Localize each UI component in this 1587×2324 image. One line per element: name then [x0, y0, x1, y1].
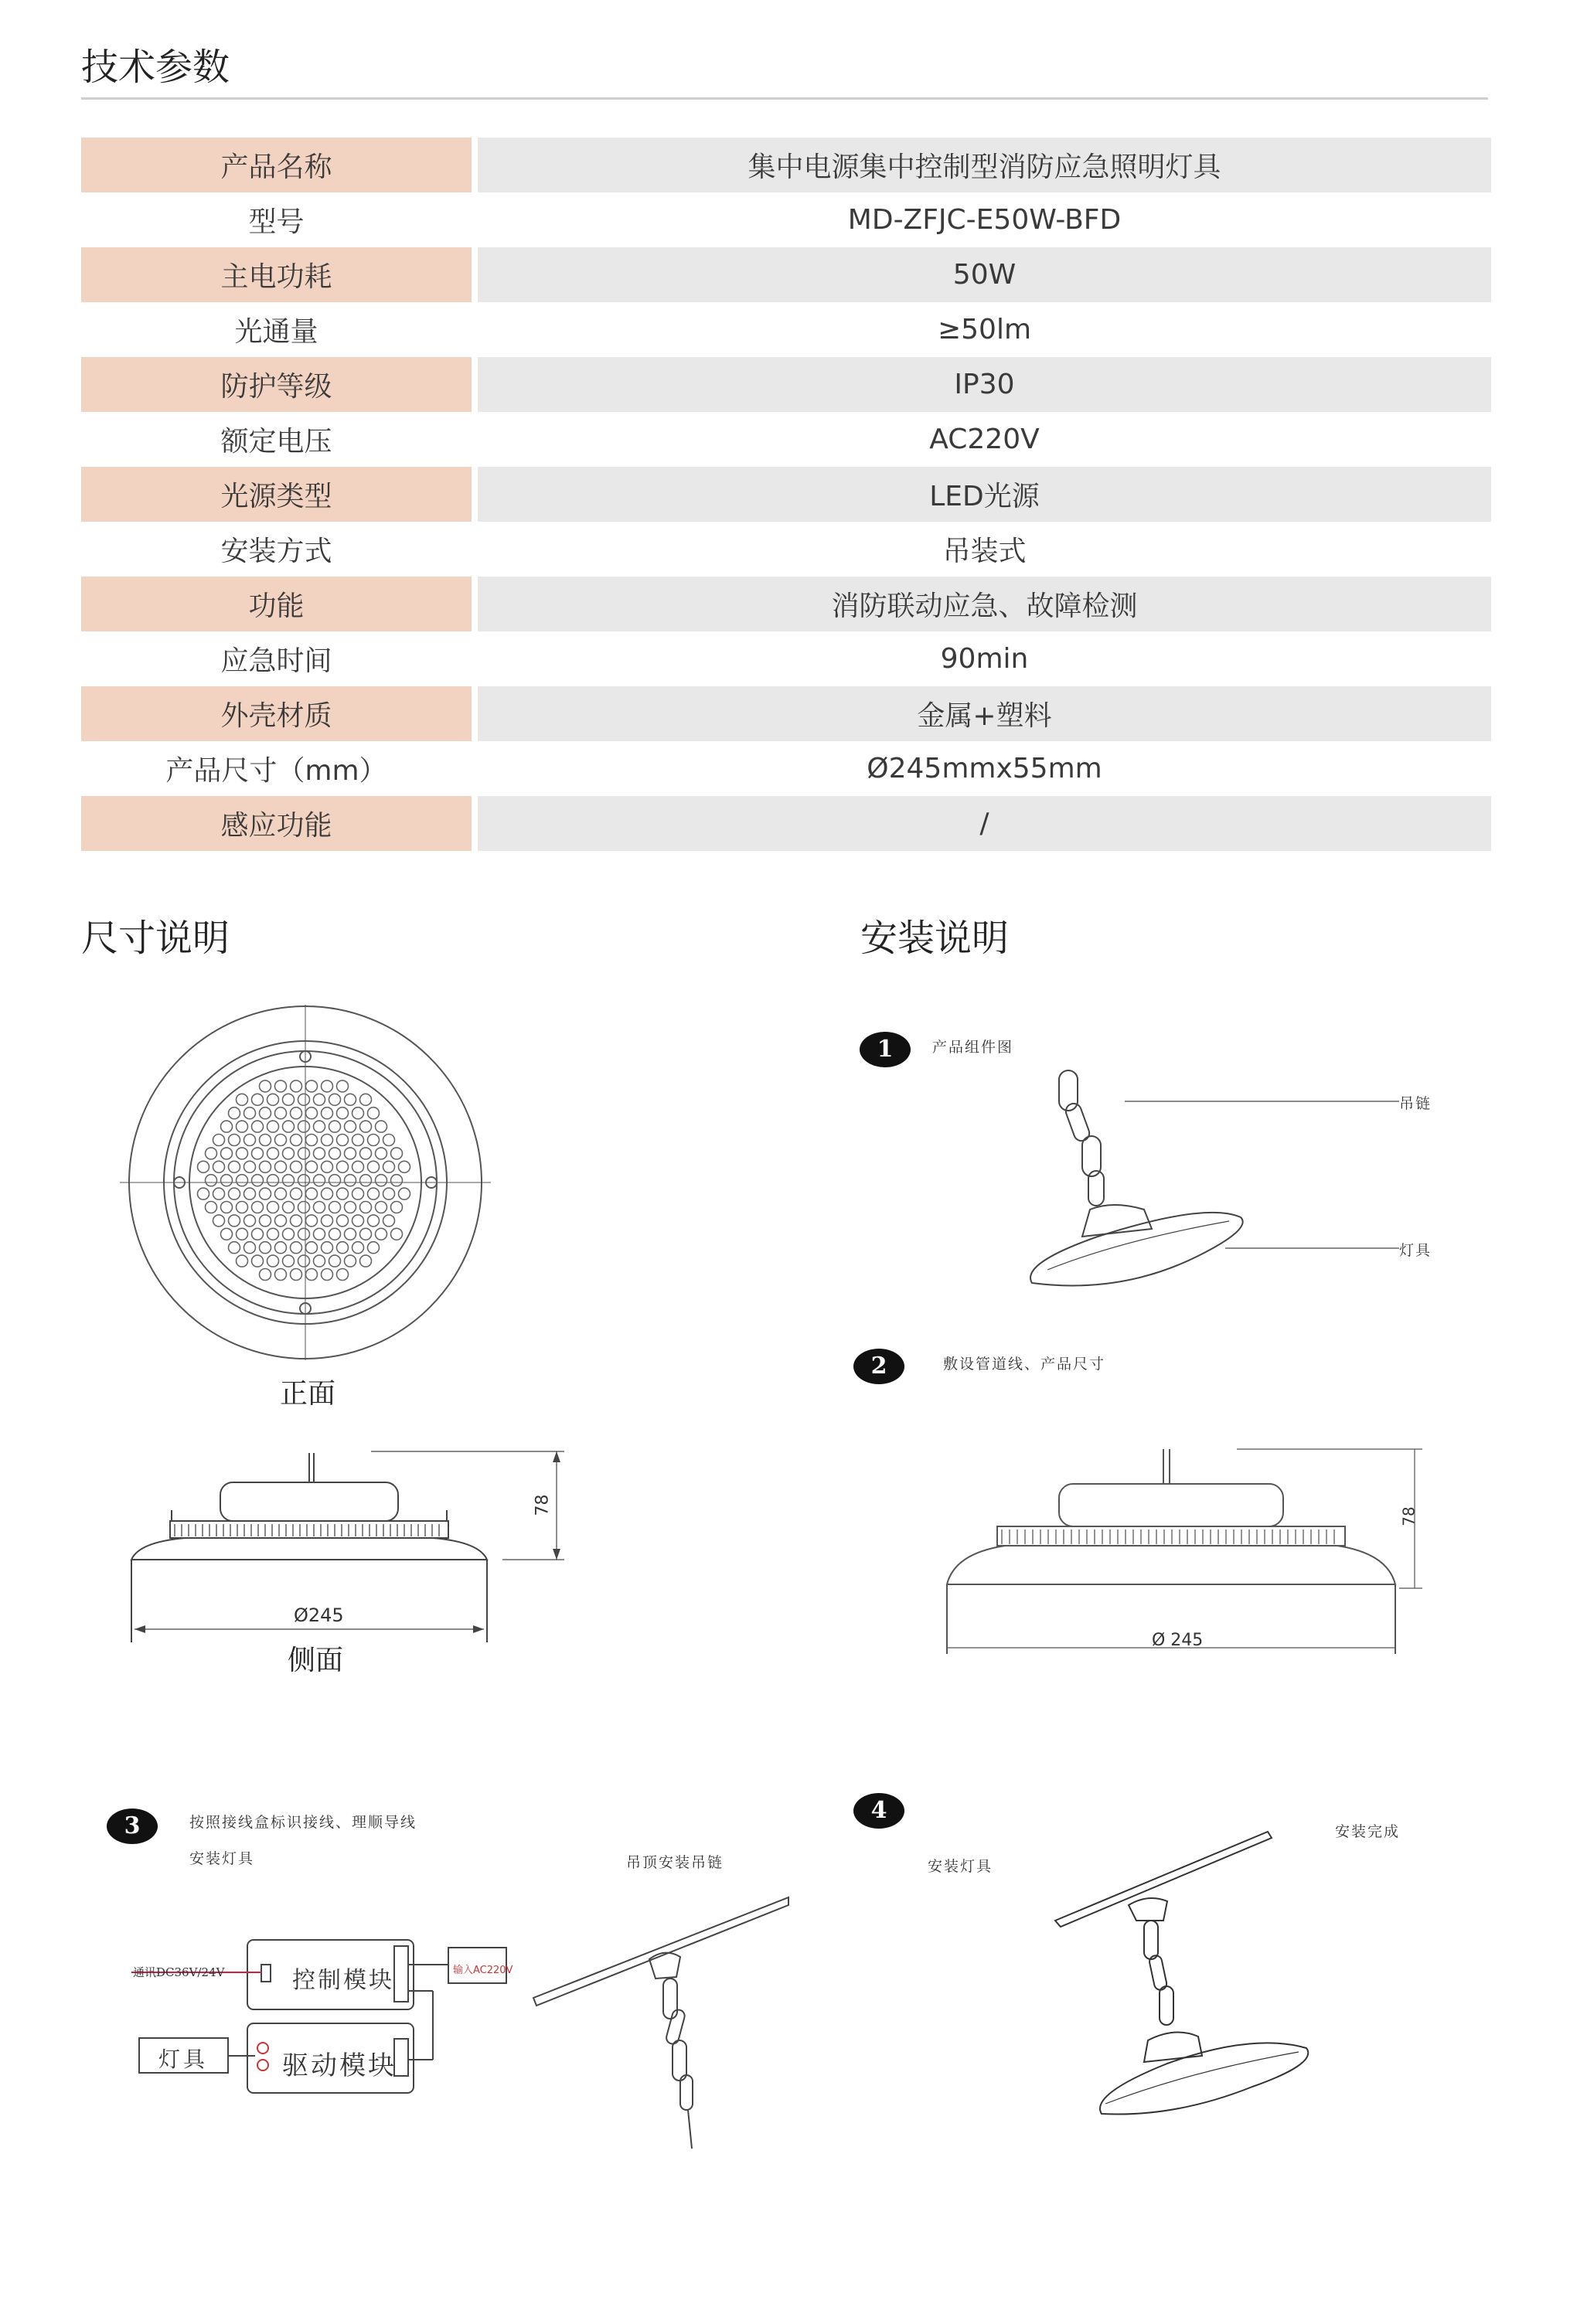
- led-dot: [314, 1148, 325, 1159]
- side-view-drawing: [124, 1438, 572, 1638]
- led-dot: [368, 1242, 380, 1254]
- led-dot: [229, 1135, 240, 1146]
- section-divider: [81, 97, 1488, 100]
- spec-key: 外壳材质: [81, 686, 478, 741]
- led-dot: [352, 1135, 364, 1146]
- led-dot: [391, 1228, 403, 1240]
- led-dot: [267, 1255, 279, 1267]
- led-dot: [206, 1202, 217, 1213]
- step-number-2: 2: [853, 1349, 904, 1384]
- table-row: [81, 302, 1491, 357]
- spec-key: 光通量: [81, 302, 478, 357]
- led-dot: [283, 1121, 295, 1132]
- table-row: [81, 138, 1491, 192]
- led-dot: [283, 1148, 295, 1159]
- step-number-1: 1: [860, 1032, 911, 1067]
- section-title-spec: 技术参数: [81, 46, 230, 89]
- side-caption: 侧面: [288, 1645, 344, 1676]
- led-dot: [237, 1255, 248, 1267]
- led-dot: [322, 1135, 333, 1146]
- step1-label-chain: 吊链: [1399, 1095, 1432, 1112]
- led-dot: [260, 1215, 271, 1227]
- led-dot: [244, 1242, 256, 1254]
- led-dot: [267, 1228, 279, 1240]
- led-dot: [345, 1202, 356, 1213]
- led-dot: [360, 1121, 372, 1132]
- led-dot: [399, 1188, 410, 1199]
- led-dot: [229, 1161, 240, 1172]
- led-dot: [244, 1161, 256, 1172]
- spec-value: 50W: [478, 247, 1491, 302]
- led-dot: [345, 1175, 356, 1186]
- led-dot: [314, 1202, 325, 1213]
- led-dot: [314, 1094, 325, 1105]
- led-dot: [352, 1108, 364, 1119]
- led-dot: [329, 1148, 341, 1159]
- led-dot: [329, 1121, 341, 1132]
- wiring-lamp-label: 灯具: [158, 2047, 209, 2072]
- led-dot: [206, 1148, 217, 1159]
- led-dot: [291, 1161, 302, 1172]
- led-dot: [352, 1188, 364, 1199]
- step4-text-b: 安装完成: [1335, 1823, 1401, 1840]
- led-dot: [221, 1202, 233, 1213]
- step3-text-c: 吊顶安装吊链: [626, 1854, 724, 1871]
- led-dot: [329, 1228, 341, 1240]
- led-dot: [306, 1242, 318, 1254]
- led-dot: [298, 1202, 310, 1213]
- led-dot: [391, 1148, 403, 1159]
- table-row: [81, 357, 1491, 412]
- spec-value: MD-ZFJC-E50W-BFD: [847, 204, 1122, 236]
- led-dot: [391, 1175, 403, 1186]
- led-dot: [275, 1242, 287, 1254]
- led-dot: [237, 1175, 248, 1186]
- led-dot: [322, 1269, 333, 1281]
- led-dot: [291, 1080, 302, 1092]
- led-dot: [229, 1108, 240, 1119]
- table-row: [81, 631, 1491, 686]
- step3-text-a: 按照接线盒标识接线、理顺导线: [189, 1814, 417, 1831]
- led-dot: [376, 1202, 387, 1213]
- spec-key: 安装方式: [81, 522, 478, 577]
- spec-key: 主电功耗: [81, 247, 478, 302]
- led-dot: [244, 1215, 256, 1227]
- led-dot: [275, 1080, 287, 1092]
- led-dot: [368, 1215, 380, 1227]
- led-dot: [376, 1148, 387, 1159]
- led-dot: [360, 1228, 372, 1240]
- table-row: [81, 247, 1491, 302]
- spec-value: 集中电源集中控制型消防应急照明灯具: [478, 138, 1491, 192]
- spec-key: 额定电压: [81, 412, 478, 467]
- front-view-drawing: [116, 997, 502, 1368]
- led-dot: [337, 1108, 349, 1119]
- led-dot: [368, 1188, 380, 1199]
- led-dot: [229, 1215, 240, 1227]
- led-dot: [360, 1202, 372, 1213]
- led-dot: [206, 1175, 217, 1186]
- spec-value: /: [478, 796, 1491, 851]
- led-dot: [213, 1188, 225, 1199]
- led-dot: [260, 1135, 271, 1146]
- led-dot: [260, 1161, 271, 1172]
- ceiling-chain-drawing: [526, 1886, 804, 2164]
- led-dot: [283, 1228, 295, 1240]
- led-dot: [360, 1094, 372, 1105]
- table-row: [81, 192, 1491, 247]
- section-title-installation: 安装说明: [860, 917, 1010, 960]
- led-dot: [314, 1228, 325, 1240]
- led-dot: [360, 1175, 372, 1186]
- led-dot: [291, 1108, 302, 1119]
- led-dot: [376, 1175, 387, 1186]
- led-dot: [298, 1255, 310, 1267]
- led-dot: [260, 1080, 271, 1092]
- led-dot: [221, 1148, 233, 1159]
- led-dot: [360, 1148, 372, 1159]
- led-dot: [322, 1108, 333, 1119]
- led-dot: [252, 1148, 264, 1159]
- table-row: [81, 412, 1491, 467]
- led-dot: [383, 1215, 395, 1227]
- step2-text: 敷设管道线、产品尺寸: [943, 1356, 1106, 1373]
- spec-value: 金属+塑料: [478, 686, 1491, 741]
- led-dot: [275, 1161, 287, 1172]
- table-row: [81, 796, 1491, 851]
- step-number-4: 4: [853, 1793, 904, 1829]
- led-dot: [329, 1255, 341, 1267]
- side-height-label: 78: [533, 1494, 553, 1516]
- led-dot: [237, 1121, 248, 1132]
- spec-key: 感应功能: [81, 796, 478, 851]
- led-dot: [322, 1161, 333, 1172]
- led-dot: [322, 1188, 333, 1199]
- led-dot: [237, 1202, 248, 1213]
- led-dot: [368, 1135, 380, 1146]
- wiring-driver-label: 驱动模块: [282, 2050, 397, 2081]
- led-dot: [314, 1175, 325, 1186]
- led-dot: [244, 1108, 256, 1119]
- led-dot: [229, 1242, 240, 1254]
- step4-text-a: 安装灯具: [928, 1858, 993, 1875]
- wiring-comm-label: 通讯DC36V/24V: [133, 1965, 225, 1979]
- spec-value: LED光源: [478, 467, 1491, 522]
- led-dot: [352, 1215, 364, 1227]
- led-dot: [260, 1188, 271, 1199]
- led-dot: [337, 1242, 349, 1254]
- led-dot: [399, 1161, 410, 1172]
- led-dot: [275, 1188, 287, 1199]
- led-dot: [221, 1175, 233, 1186]
- led-dot: [252, 1228, 264, 1240]
- led-dot: [337, 1188, 349, 1199]
- led-dot: [345, 1255, 356, 1267]
- table-row: [81, 522, 1491, 577]
- led-dot: [283, 1202, 295, 1213]
- led-dot: [306, 1215, 318, 1227]
- step4-drawing: [1051, 1824, 1330, 2133]
- led-dot: [260, 1269, 271, 1281]
- spec-key: 光源类型: [81, 467, 478, 522]
- led-dot: [337, 1269, 349, 1281]
- led-dot: [345, 1148, 356, 1159]
- led-dot: [260, 1242, 271, 1254]
- spec-table: [81, 138, 1491, 851]
- led-dot: [337, 1135, 349, 1146]
- step1-text: 产品组件图: [932, 1039, 1014, 1056]
- led-dot: [314, 1255, 325, 1267]
- led-dot: [260, 1108, 271, 1119]
- led-dot: [298, 1148, 310, 1159]
- side-diameter-label: Ø245: [294, 1604, 344, 1626]
- led-dot: [252, 1094, 264, 1105]
- spec-key: 防护等级: [81, 357, 478, 412]
- led-dot: [306, 1188, 318, 1199]
- spec-value: AC220V: [929, 424, 1040, 455]
- led-dot: [244, 1135, 256, 1146]
- step1-drawing: [1005, 1063, 1407, 1318]
- led-dot: [244, 1188, 256, 1199]
- led-dot: [298, 1094, 310, 1105]
- front-caption: 正面: [280, 1378, 336, 1410]
- led-dot: [383, 1188, 395, 1199]
- led-dot: [283, 1175, 295, 1186]
- led-dot: [237, 1094, 248, 1105]
- led-dot: [252, 1175, 264, 1186]
- step3-text-b: 安装灯具: [189, 1850, 255, 1867]
- table-row: [81, 467, 1491, 522]
- led-dot: [291, 1215, 302, 1227]
- led-dot: [229, 1188, 240, 1199]
- led-dot: [376, 1121, 387, 1132]
- led-dot: [221, 1228, 233, 1240]
- led-dot: [376, 1228, 387, 1240]
- spec-value: Ø245mmx55mm: [867, 753, 1102, 784]
- led-dot: [337, 1161, 349, 1172]
- led-dot: [291, 1135, 302, 1146]
- step1-label-lamp: 灯具: [1399, 1242, 1432, 1259]
- led-dot: [252, 1202, 264, 1213]
- led-dot: [352, 1161, 364, 1172]
- led-dot: [298, 1228, 310, 1240]
- spec-value: 吊装式: [942, 536, 1027, 567]
- led-dot: [291, 1188, 302, 1199]
- led-dot: [213, 1135, 225, 1146]
- spec-key: 型号: [81, 192, 478, 247]
- led-dot: [298, 1121, 310, 1132]
- step2-drawing: [943, 1438, 1438, 1662]
- led-dot: [345, 1228, 356, 1240]
- led-dot: [275, 1135, 287, 1146]
- led-dot: [267, 1175, 279, 1186]
- spec-value: 消防联动应急、故障检测: [478, 577, 1491, 631]
- led-dot: [322, 1080, 333, 1092]
- led-dot: [345, 1121, 356, 1132]
- led-dot: [275, 1215, 287, 1227]
- led-dot: [213, 1161, 225, 1172]
- led-dot: [329, 1094, 341, 1105]
- spec-value: 90min: [940, 643, 1029, 675]
- led-dot: [314, 1121, 325, 1132]
- led-dot: [213, 1215, 225, 1227]
- led-dot: [252, 1121, 264, 1132]
- led-dot: [383, 1161, 395, 1172]
- led-dot: [391, 1202, 403, 1213]
- led-dot: [383, 1135, 395, 1146]
- led-dot: [352, 1242, 364, 1254]
- spec-key: 产品名称: [81, 138, 478, 192]
- led-dot: [252, 1255, 264, 1267]
- led-dot: [306, 1080, 318, 1092]
- led-dot: [360, 1255, 372, 1267]
- led-dot: [237, 1148, 248, 1159]
- table-row: [81, 686, 1491, 741]
- led-dot: [368, 1108, 380, 1119]
- led-dot: [306, 1161, 318, 1172]
- led-dot: [322, 1215, 333, 1227]
- spec-value: IP30: [478, 357, 1491, 412]
- led-dot: [298, 1175, 310, 1186]
- table-row: [81, 741, 1491, 796]
- led-dot: [291, 1242, 302, 1254]
- led-dot: [221, 1121, 233, 1132]
- section-title-dimensions: 尺寸说明: [81, 917, 230, 960]
- led-dot: [345, 1094, 356, 1105]
- step-number-3: 3: [107, 1809, 158, 1844]
- step2-diameter-label: Ø 245: [1152, 1631, 1204, 1650]
- led-dot: [275, 1269, 287, 1281]
- led-dot: [329, 1202, 341, 1213]
- spec-key: 应急时间: [81, 631, 478, 686]
- led-dot: [322, 1242, 333, 1254]
- step2-height-label: 78: [1399, 1506, 1418, 1526]
- spec-key: 产品尺寸（mm）: [81, 741, 478, 796]
- led-dot: [306, 1269, 318, 1281]
- led-dot: [368, 1161, 380, 1172]
- wiring-ac-label: 输入AC220V: [453, 1965, 513, 1976]
- led-dot: [306, 1108, 318, 1119]
- led-dot: [337, 1215, 349, 1227]
- led-dot: [306, 1135, 318, 1146]
- led-dot: [198, 1161, 209, 1172]
- led-dot: [329, 1175, 341, 1186]
- led-dot: [267, 1202, 279, 1213]
- led-dot: [267, 1121, 279, 1132]
- table-row: [81, 577, 1491, 631]
- led-dot: [283, 1255, 295, 1267]
- wiring-control-label: 控制模块: [292, 1967, 394, 1994]
- led-dot: [237, 1228, 248, 1240]
- led-dot: [275, 1108, 287, 1119]
- led-dot: [337, 1080, 349, 1092]
- led-dot: [267, 1148, 279, 1159]
- led-dot: [283, 1094, 295, 1105]
- led-dot: [267, 1094, 279, 1105]
- spec-key: 功能: [81, 577, 478, 631]
- led-dot: [291, 1269, 302, 1281]
- led-dot: [198, 1188, 209, 1199]
- spec-value: ≥50lm: [937, 314, 1032, 345]
